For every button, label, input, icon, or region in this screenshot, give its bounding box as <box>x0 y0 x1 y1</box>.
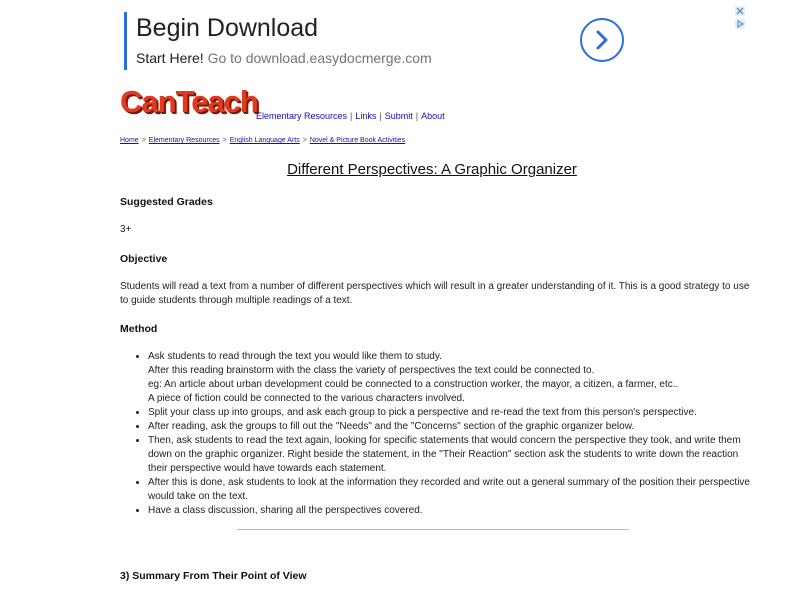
method-heading: Method <box>120 323 158 335</box>
ad-sub-lead: Start Here! <box>136 50 204 66</box>
grades-value: 3+ <box>120 224 132 235</box>
breadcrumb-home[interactable]: Home <box>120 137 139 144</box>
breadcrumb-novel[interactable]: Novel & Picture Book Activities <box>309 137 406 144</box>
method-item: • After this is done, ask students to look at the information they recorded and write out a general summary of the position their perspective would take on the text. <box>148 476 760 504</box>
method-item-line: • Ask students to read through the text you would like them to study. <box>148 351 442 362</box>
method-item: • Split your class up into groups, and ask each group to pick a perspective and re-read the text from this person's perspective. <box>148 406 760 420</box>
ad-title[interactable]: Begin Download <box>136 14 319 42</box>
grades-heading: Suggested Grades <box>120 196 213 208</box>
method-list <box>120 350 760 518</box>
ad-accent-bar <box>124 12 127 70</box>
method-item: • After reading, ask the groups to fill out the "Needs" and the "Concerns" section of the graphic organizer below. <box>148 420 760 434</box>
close-icon[interactable] <box>735 6 745 16</box>
article-content <box>120 195 760 518</box>
method-item-line: After this reading brainstorm with the class the variety of perspectives the text could be connected to. <box>148 365 595 376</box>
section-3-heading: 3) Summary From Their Point of View <box>120 570 307 582</box>
breadcrumb-separator: > <box>141 137 146 144</box>
method-item <box>148 350 760 406</box>
ad-info-icon[interactable] <box>735 19 745 29</box>
nav-link-submit[interactable]: Submit <box>384 111 413 121</box>
objective-text: Students will read a text from a number of different perspectives which will result in a greater understanding of it. This is a good strategy to use to guide students through multiple readings of a text. <box>120 281 750 306</box>
breadcrumb-separator: > <box>302 137 307 144</box>
breadcrumb <box>120 137 405 144</box>
top-nav <box>256 111 445 121</box>
nav-link-elementary[interactable]: Elementary Resources <box>256 111 348 121</box>
method-item-line: eg: An article about urban development could be connected to a construction worker, the mayor, a citizen, a farmer, etc.. <box>148 379 679 390</box>
breadcrumb-separator: > <box>222 137 227 144</box>
nav-separator: | <box>415 111 419 121</box>
ad-subtitle[interactable] <box>136 50 432 66</box>
breadcrumb-ela[interactable]: English Language Arts <box>229 137 300 144</box>
nav-link-links[interactable]: Links <box>355 111 377 121</box>
nav-separator: | <box>350 111 353 121</box>
method-item-line: A piece of fiction could be connected to the various characters involved. <box>148 393 465 404</box>
section-divider <box>237 529 629 530</box>
chevron-right-icon <box>593 29 611 51</box>
site-logo[interactable]: CanTeach <box>120 84 258 119</box>
page-title: Different Perspectives: A Graphic Organizer <box>287 161 577 178</box>
ad-arrow-button[interactable] <box>580 18 624 62</box>
nav-link-about[interactable]: About <box>421 111 445 121</box>
objective-heading: Objective <box>120 253 168 265</box>
method-item: • Then, ask students to read the text again, looking for specific statements that would concern the perspective they took, and write them down on the graphic organizer. Right beside the statement, in the "Their Reaction" section ask the students to write down the reaction their perspective would have towards each statement. <box>148 434 760 476</box>
ad-banner[interactable] <box>124 10 644 72</box>
method-item: • Have a class discussion, sharing all the perspectives covered. <box>148 504 760 518</box>
breadcrumb-elementary[interactable]: Elementary Resources <box>148 137 220 144</box>
nav-separator: | <box>379 111 382 121</box>
ad-sub-domain: Go to download.easydocmerge.com <box>203 50 432 66</box>
